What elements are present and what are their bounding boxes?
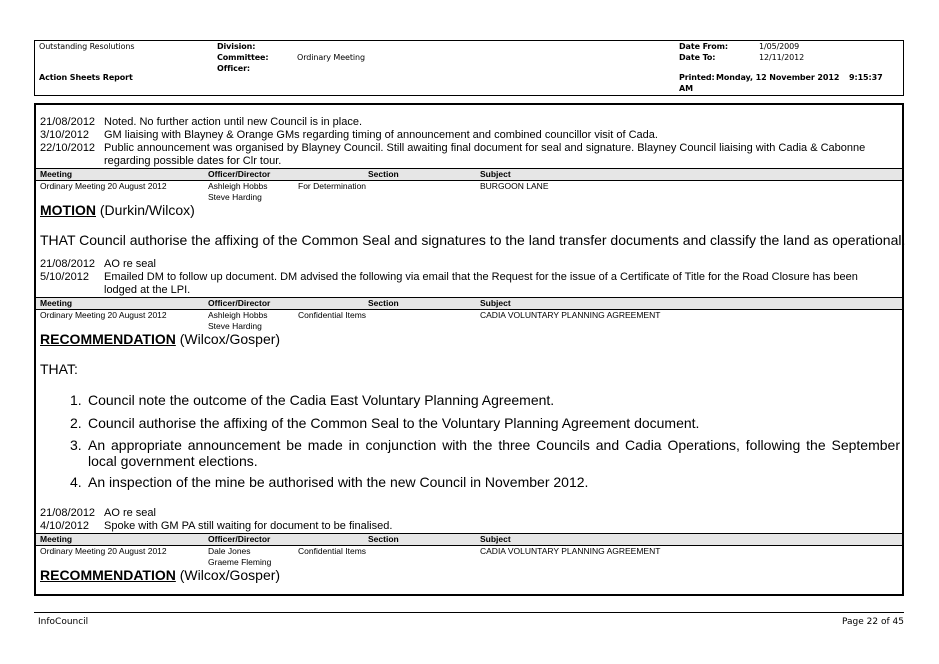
officer-label: Officer:: [217, 64, 251, 73]
item-meeting: Ordinary Meeting 20 August 2012: [40, 546, 167, 556]
page-number: Page 22 of 45: [842, 617, 904, 627]
log-text: AO re seal: [104, 507, 156, 519]
log-entry: [40, 520, 900, 533]
col-section: Section: [368, 169, 399, 179]
heading-movers: (Durkin/Wilcox): [96, 202, 195, 218]
date-from-value: 1/05/2009: [759, 42, 800, 51]
action-sheet: [34, 103, 904, 596]
col-meeting: Meeting: [40, 534, 73, 544]
resolution-text: THAT Council authorise the affixing of the Common Seal and signatures to the land transfer documents and classify the land as operational.: [40, 232, 906, 248]
printed-ampm: AM: [679, 84, 693, 93]
item-officer: Dale Jones: [208, 546, 251, 556]
log-entry: [40, 142, 900, 168]
item-subject: CADIA VOLUNTARY PLANNING AGREEMENT: [480, 546, 661, 556]
log-date: 21/08/2012: [40, 507, 96, 519]
heading-type: RECOMMENDATION: [40, 331, 176, 347]
col-section: Section: [368, 298, 399, 308]
log-date: 21/08/2012: [40, 116, 96, 128]
resolution-heading: [40, 202, 195, 218]
item-director: Steve Harding: [208, 191, 262, 202]
log-entry: [40, 507, 900, 520]
log-entry: [40, 258, 900, 271]
printed-time: 9:15:37: [849, 73, 883, 82]
item-director: Graeme Fleming: [208, 556, 272, 567]
log-text: Noted. No further action until new Council is in place.: [104, 116, 363, 128]
committee-label: Committee:: [217, 53, 269, 62]
list-item: Council note the outcome of the Cadia East Voluntary Planning Agreement.: [88, 392, 555, 408]
heading-type: RECOMMENDATION: [40, 567, 176, 583]
list-number: 4.: [70, 474, 82, 490]
date-from-label: Date From:: [679, 42, 729, 51]
item-section: For Determination: [298, 181, 367, 191]
list-item: Council authorise the affixing of the Common Seal to the Voluntary Planning Agreement document.: [88, 415, 700, 431]
log-entry: [40, 271, 900, 297]
col-meeting: Meeting: [40, 169, 73, 179]
list-number: 3.: [70, 437, 82, 453]
log-text: Emailed DM to follow up document. DM advised the following via email that the Request for the issue of a Certificate of Title for the Road Closure has been lodged at the LPI.: [104, 271, 858, 296]
footer-app-name: InfoCouncil: [38, 617, 89, 627]
column-header-row: [36, 533, 902, 546]
col-subject: Subject: [480, 534, 511, 544]
printed-label: Printed:: [679, 73, 715, 82]
resolution-heading: [40, 331, 280, 347]
log-date: 22/10/2012: [40, 142, 96, 154]
committee-value: Ordinary Meeting: [297, 53, 365, 62]
log-date: 21/08/2012: [40, 258, 96, 270]
report-type: Action Sheets Report: [39, 73, 133, 82]
top-log: [40, 116, 900, 168]
item-subject: BURGOON LANE: [480, 181, 549, 191]
col-subject: Subject: [480, 169, 511, 179]
log-date: 4/10/2012: [40, 520, 89, 532]
log-date: 3/10/2012: [40, 129, 89, 141]
item-section: Confidential Items: [298, 546, 367, 556]
log-entry: [40, 116, 900, 129]
date-to-value: 12/11/2012: [759, 53, 805, 62]
item-row: [36, 310, 902, 331]
col-officer: Officer/Director: [208, 298, 271, 308]
col-meeting: Meeting: [40, 298, 73, 308]
col-officer: Officer/Director: [208, 534, 271, 544]
heading-type: MOTION: [40, 202, 96, 218]
log-date: 5/10/2012: [40, 271, 89, 283]
item-log: [40, 507, 900, 534]
item-meeting: Ordinary Meeting 20 August 2012: [40, 310, 167, 320]
log-text: Spoke with GM PA still waiting for document to be finalised.: [104, 520, 393, 532]
item-officer: Ashleigh Hobbs: [208, 181, 268, 191]
report-header: [34, 40, 904, 96]
col-section: Section: [368, 534, 399, 544]
report-name: Outstanding Resolutions: [39, 42, 135, 51]
resolution-intro: THAT:: [40, 361, 78, 377]
item-row: [36, 546, 902, 567]
col-subject: Subject: [480, 298, 511, 308]
log-text: GM liaising with Blayney & Orange GMs regarding timing of announcement and combined councillor visit of Cada.: [104, 129, 658, 141]
item-officer: Ashleigh Hobbs: [208, 310, 268, 320]
log-entry: [40, 129, 900, 142]
column-header-row: [36, 297, 902, 310]
footer-divider: [34, 612, 904, 613]
col-officer: Officer/Director: [208, 169, 271, 179]
resolution-heading: [40, 567, 280, 583]
column-header-row: [36, 168, 902, 181]
item-director: Steve Harding: [208, 320, 262, 331]
item-row: [36, 181, 902, 202]
log-text: AO re seal: [104, 258, 156, 270]
log-text: Public announcement was organised by Blayney Council. Still awaiting final document for seal and signature. Blayney Council liaising with Cadia & Cabonne regarding possible dates for Clr tour.: [104, 142, 866, 167]
date-to-label: Date To:: [679, 53, 716, 62]
heading-movers: (Wilcox/Gosper): [175, 331, 281, 347]
division-label: Division:: [217, 42, 256, 51]
item-section: Confidential Items: [298, 310, 367, 320]
item-meeting: Ordinary Meeting 20 August 2012: [40, 181, 167, 191]
heading-movers: (Wilcox/Gosper): [175, 567, 281, 583]
list-number: 2.: [70, 415, 82, 431]
printed-date: Monday, 12 November 2012: [716, 73, 840, 82]
list-item: An appropriate announcement be made in conjunction with the three Councils and Cadia Operations, following the September local government elections.: [88, 437, 900, 469]
list-number: 1.: [70, 392, 82, 408]
item-log: [40, 258, 900, 298]
list-item: An inspection of the mine be authorised with the new Council in November 2012.: [88, 474, 589, 490]
item-subject: CADIA VOLUNTARY PLANNING AGREEMENT: [480, 310, 661, 320]
